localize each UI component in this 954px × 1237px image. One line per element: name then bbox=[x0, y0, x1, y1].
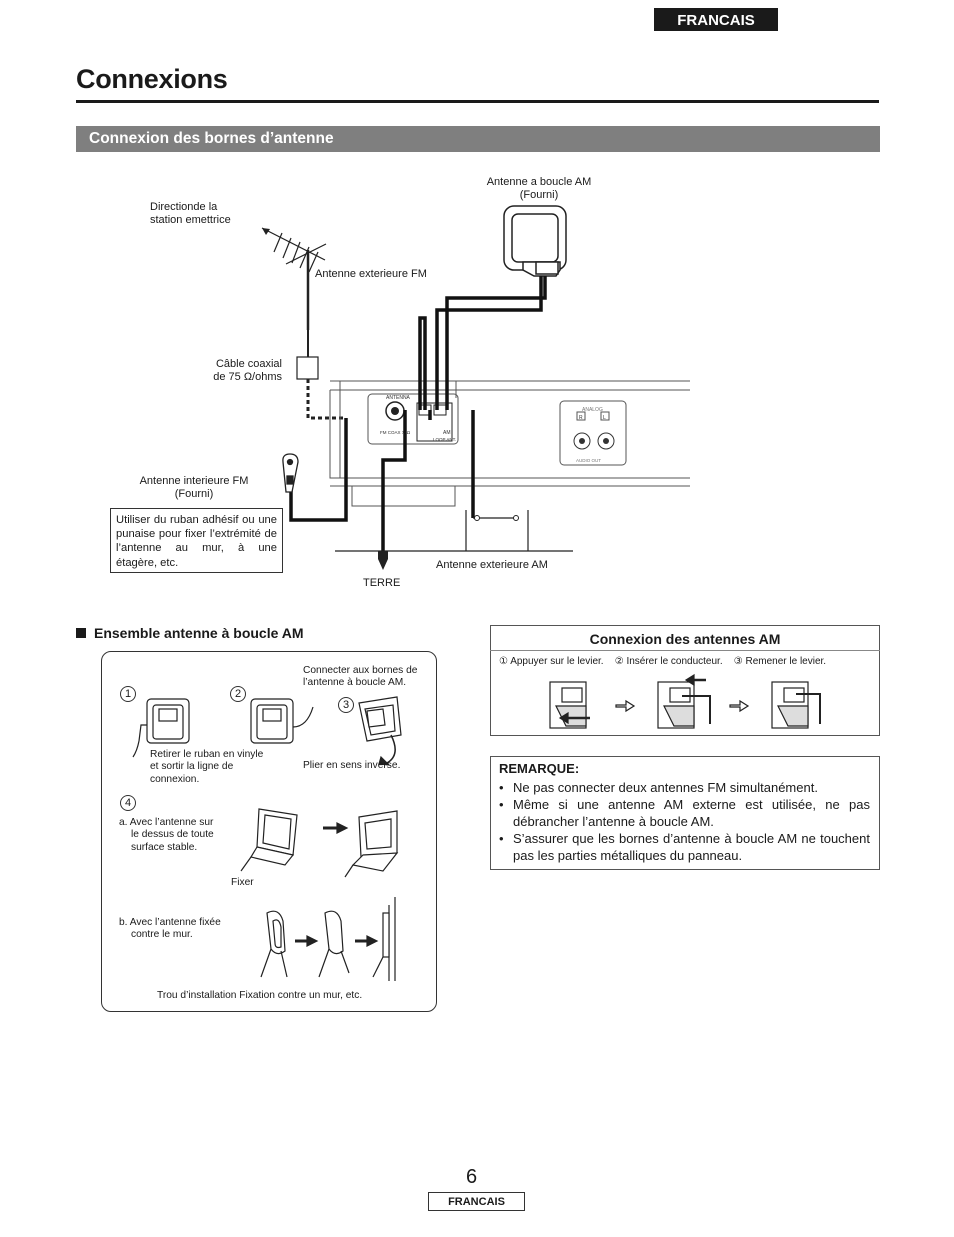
am-connection-rule bbox=[490, 650, 880, 651]
terminal-insert-icon bbox=[658, 675, 710, 728]
am-loop-antenna-icon bbox=[504, 206, 566, 276]
fm-indoor-antenna-label: Antenne interieure FM (Fourni) bbox=[139, 475, 249, 500]
panel-audio-out-text: AUDIO OUT bbox=[576, 458, 602, 463]
am-connection-title: Connexion des antennes AM bbox=[589, 631, 781, 647]
loop-antenna-step3-icon bbox=[359, 697, 401, 763]
connect-caption: Connecter aux bornes de l’antenne à boucle AM. bbox=[303, 665, 418, 689]
am-terminal-steps-illustration bbox=[490, 670, 880, 734]
step-a-caption: a. Avec l’antenne sur le dessus de toute surface stable. bbox=[119, 817, 214, 853]
remarque-title: REMARQUE: bbox=[499, 761, 580, 776]
am-loop-antenna-label: Antenne a boucle AM (Fourni) bbox=[486, 176, 592, 201]
ground-label: TERRE bbox=[363, 577, 401, 589]
fix-caption: Fixer bbox=[231, 877, 254, 888]
page-number: 6 bbox=[466, 1166, 478, 1188]
panel-am-text: AM bbox=[443, 430, 451, 436]
coax-cable-label: Câble coaxial de 75 Ω/ohms bbox=[213, 358, 282, 383]
remove-tape-caption: Retirer le ruban en vinyle et sortir la ligne de connexion. bbox=[150, 749, 264, 785]
kit-step-3: 3 bbox=[338, 697, 354, 713]
panel-l-text: L bbox=[603, 415, 606, 421]
section-title: Connexion des bornes d’antenne bbox=[89, 130, 334, 147]
panel-antenna-text: ANTENNA bbox=[386, 395, 410, 401]
bend-caption: Plier en sens inverse. bbox=[303, 760, 401, 771]
kit-step-2: 2 bbox=[230, 686, 246, 702]
loop-antenna-mounted-icon bbox=[345, 811, 397, 877]
am-connection-steps: ① Appuyer sur le levier. ② Insérer le conducteur. ③ Remener le levier. bbox=[499, 656, 827, 667]
step-b-caption: b. Avec l’antenne fixée contre le mur. bbox=[119, 917, 221, 941]
terminal-press-icon bbox=[550, 682, 590, 728]
terminal-release-icon bbox=[772, 682, 820, 728]
loop-antenna-stand-icon bbox=[241, 809, 297, 871]
page-title: Connexions bbox=[76, 64, 228, 94]
loop-antenna-wall-step3-icon bbox=[373, 897, 395, 981]
am-outdoor-antenna-label: Antenne exterieure AM bbox=[436, 559, 548, 571]
kit-step-1: 1 bbox=[120, 686, 136, 702]
coax-adapter-icon bbox=[297, 357, 318, 379]
remarque-item: • Ne pas connecter deux antennes FM simultanément. bbox=[499, 779, 870, 796]
panel-analog-text: ANALOG bbox=[582, 407, 603, 413]
loop-antenna-wall-step1-icon bbox=[261, 911, 287, 977]
remarque-list bbox=[499, 779, 870, 864]
loop-antenna-step2-icon bbox=[251, 699, 313, 743]
square-bullet-icon bbox=[76, 628, 86, 638]
direction-label: Directionde la station emettrice bbox=[150, 201, 231, 226]
language-tab: FRANCAIS bbox=[654, 8, 778, 31]
loop-antenna-wall-step2-icon bbox=[319, 911, 349, 977]
panel-fm-text: FM COAX 75Ω bbox=[380, 430, 411, 435]
ground-icon bbox=[378, 551, 388, 570]
fm-outdoor-antenna-label: Antenne exterieure FM bbox=[315, 268, 427, 280]
footer-language-tab: FRANCAIS bbox=[428, 1192, 525, 1211]
remarque-item: • S’assurer que les bornes d’antenne à boucle AM ne touchent pas les parties métalliques du panneau. bbox=[499, 830, 870, 864]
kit-step-4: 4 bbox=[120, 795, 136, 811]
fm-indoor-antenna-icon bbox=[283, 454, 298, 492]
panel-r-text: R bbox=[579, 415, 583, 421]
kit-heading: Ensemble antenne à boucle AM bbox=[76, 625, 304, 641]
wall-mount-caption: Trou d’installation Fixation contre un mur, etc. bbox=[157, 990, 363, 1001]
tape-note: Utiliser du ruban adhésif ou une punaise pour fixer l’extrémité de l’antenne au mur, à une étagère, etc. bbox=[110, 508, 283, 573]
remarque-item: • Même si une antenne AM externe est utilisée, ne pas débrancher l’antenne à boucle AM. bbox=[499, 796, 870, 830]
panel-loop-text: LOOP ANT. bbox=[433, 437, 457, 442]
